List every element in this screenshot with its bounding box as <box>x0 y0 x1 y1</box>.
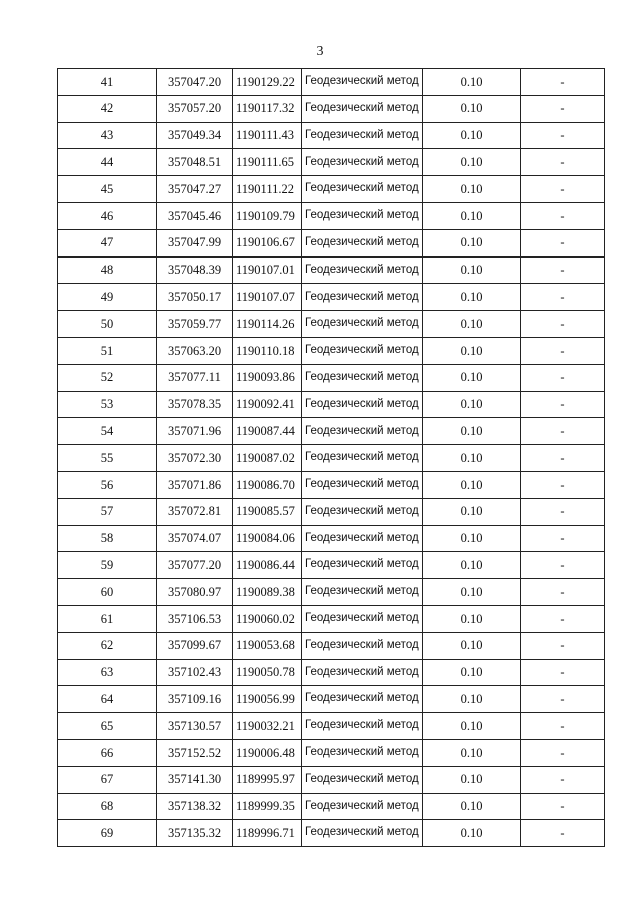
point-number-cell: 61 <box>58 605 157 632</box>
y-coordinate-cell: 1189995.97 <box>233 766 302 793</box>
x-coordinate-cell: 357130.57 <box>157 713 233 740</box>
x-coordinate-cell: 357074.07 <box>157 525 233 552</box>
description-cell: - <box>521 69 605 96</box>
description-cell: - <box>521 713 605 740</box>
description-cell: - <box>521 95 605 122</box>
description-cell: - <box>521 525 605 552</box>
point-number-cell: 42 <box>58 95 157 122</box>
point-number-cell: 51 <box>58 337 157 364</box>
accuracy-cell: 0.10 <box>423 766 521 793</box>
x-coordinate-cell: 357141.30 <box>157 766 233 793</box>
y-coordinate-cell: 1190109.79 <box>233 202 302 229</box>
table-row <box>58 579 605 606</box>
x-coordinate-cell: 357109.16 <box>157 686 233 713</box>
x-coordinate-cell: 357063.20 <box>157 337 233 364</box>
method-cell: Геодезический метод <box>302 202 423 229</box>
x-coordinate-cell: 357138.32 <box>157 793 233 820</box>
y-coordinate-cell: 1190032.21 <box>233 713 302 740</box>
accuracy-cell: 0.10 <box>423 284 521 311</box>
x-coordinate-cell: 357049.34 <box>157 122 233 149</box>
point-number-cell: 60 <box>58 579 157 606</box>
point-number-cell: 68 <box>58 793 157 820</box>
description-cell: - <box>521 659 605 686</box>
accuracy-cell: 0.10 <box>423 471 521 498</box>
method-cell: Геодезический метод <box>302 632 423 659</box>
accuracy-cell: 0.10 <box>423 686 521 713</box>
y-coordinate-cell: 1190060.02 <box>233 605 302 632</box>
accuracy-cell: 0.10 <box>423 364 521 391</box>
method-cell: Геодезический метод <box>302 337 423 364</box>
table-row <box>58 149 605 176</box>
description-cell: - <box>521 793 605 820</box>
x-coordinate-cell: 357152.52 <box>157 739 233 766</box>
method-cell: Геодезический метод <box>302 686 423 713</box>
y-coordinate-cell: 1190107.01 <box>233 257 302 284</box>
x-coordinate-cell: 357077.20 <box>157 552 233 579</box>
x-coordinate-cell: 357072.81 <box>157 498 233 525</box>
description-cell: - <box>521 686 605 713</box>
y-coordinate-cell: 1190087.44 <box>233 418 302 445</box>
point-number-cell: 65 <box>58 713 157 740</box>
description-cell: - <box>521 579 605 606</box>
point-number-cell: 43 <box>58 122 157 149</box>
table-row <box>58 364 605 391</box>
table-row <box>58 686 605 713</box>
method-cell: Геодезический метод <box>302 579 423 606</box>
description-cell: - <box>521 284 605 311</box>
x-coordinate-cell: 357047.27 <box>157 176 233 203</box>
point-number-cell: 48 <box>58 257 157 284</box>
point-number-cell: 45 <box>58 176 157 203</box>
description-cell: - <box>521 122 605 149</box>
point-number-cell: 55 <box>58 445 157 472</box>
y-coordinate-cell: 1190129.22 <box>233 69 302 96</box>
x-coordinate-cell: 357057.20 <box>157 95 233 122</box>
method-cell: Геодезический метод <box>302 471 423 498</box>
point-number-cell: 46 <box>58 202 157 229</box>
accuracy-cell: 0.10 <box>423 257 521 284</box>
description-cell: - <box>521 149 605 176</box>
table-row <box>58 498 605 525</box>
y-coordinate-cell: 1190089.38 <box>233 579 302 606</box>
method-cell: Геодезический метод <box>302 498 423 525</box>
table-row <box>58 766 605 793</box>
method-cell: Геодезический метод <box>302 95 423 122</box>
y-coordinate-cell: 1190111.43 <box>233 122 302 149</box>
method-cell: Геодезический метод <box>302 284 423 311</box>
point-number-cell: 63 <box>58 659 157 686</box>
table-row <box>58 793 605 820</box>
point-number-cell: 69 <box>58 820 157 847</box>
description-cell: - <box>521 766 605 793</box>
y-coordinate-cell: 1190110.18 <box>233 337 302 364</box>
y-coordinate-cell: 1190093.86 <box>233 364 302 391</box>
accuracy-cell: 0.10 <box>423 69 521 96</box>
table-row <box>58 525 605 552</box>
y-coordinate-cell: 1190086.70 <box>233 471 302 498</box>
table-row <box>58 445 605 472</box>
description-cell: - <box>521 632 605 659</box>
table-row <box>58 229 605 256</box>
point-number-cell: 41 <box>58 69 157 96</box>
method-cell: Геодезический метод <box>302 525 423 552</box>
y-coordinate-cell: 1190092.41 <box>233 391 302 418</box>
point-number-cell: 54 <box>58 418 157 445</box>
method-cell: Геодезический метод <box>302 793 423 820</box>
x-coordinate-cell: 357102.43 <box>157 659 233 686</box>
description-cell: - <box>521 418 605 445</box>
y-coordinate-cell: 1190084.06 <box>233 525 302 552</box>
y-coordinate-cell: 1190106.67 <box>233 229 302 256</box>
method-cell: Геодезический метод <box>302 445 423 472</box>
accuracy-cell: 0.10 <box>423 793 521 820</box>
y-coordinate-cell: 1190053.68 <box>233 632 302 659</box>
method-cell: Геодезический метод <box>302 820 423 847</box>
description-cell: - <box>521 552 605 579</box>
description-cell: - <box>521 820 605 847</box>
y-coordinate-cell: 1190111.65 <box>233 149 302 176</box>
table-row <box>58 820 605 847</box>
method-cell: Геодезический метод <box>302 311 423 338</box>
point-number-cell: 67 <box>58 766 157 793</box>
x-coordinate-cell: 357048.39 <box>157 257 233 284</box>
x-coordinate-cell: 357080.97 <box>157 579 233 606</box>
y-coordinate-cell: 1190085.57 <box>233 498 302 525</box>
x-coordinate-cell: 357045.46 <box>157 202 233 229</box>
accuracy-cell: 0.10 <box>423 149 521 176</box>
accuracy-cell: 0.10 <box>423 229 521 256</box>
method-cell: Геодезический метод <box>302 364 423 391</box>
table-row <box>58 552 605 579</box>
y-coordinate-cell: 1189996.71 <box>233 820 302 847</box>
method-cell: Геодезический метод <box>302 257 423 284</box>
accuracy-cell: 0.10 <box>423 445 521 472</box>
x-coordinate-cell: 357050.17 <box>157 284 233 311</box>
accuracy-cell: 0.10 <box>423 498 521 525</box>
method-cell: Геодезический метод <box>302 659 423 686</box>
x-coordinate-cell: 357071.96 <box>157 418 233 445</box>
point-number-cell: 62 <box>58 632 157 659</box>
point-number-cell: 58 <box>58 525 157 552</box>
method-cell: Геодезический метод <box>302 552 423 579</box>
method-cell: Геодезический метод <box>302 605 423 632</box>
table-row <box>58 337 605 364</box>
method-cell: Геодезический метод <box>302 739 423 766</box>
x-coordinate-cell: 357077.11 <box>157 364 233 391</box>
x-coordinate-cell: 357135.32 <box>157 820 233 847</box>
point-number-cell: 44 <box>58 149 157 176</box>
point-number-cell: 57 <box>58 498 157 525</box>
y-coordinate-cell: 1190050.78 <box>233 659 302 686</box>
accuracy-cell: 0.10 <box>423 95 521 122</box>
point-number-cell: 49 <box>58 284 157 311</box>
method-cell: Геодезический метод <box>302 766 423 793</box>
point-number-cell: 64 <box>58 686 157 713</box>
description-cell: - <box>521 739 605 766</box>
x-coordinate-cell: 357106.53 <box>157 605 233 632</box>
table-row <box>58 122 605 149</box>
table-row <box>58 739 605 766</box>
y-coordinate-cell: 1190006.48 <box>233 739 302 766</box>
table-row <box>58 659 605 686</box>
description-cell: - <box>521 257 605 284</box>
point-number-cell: 59 <box>58 552 157 579</box>
method-cell: Геодезический метод <box>302 391 423 418</box>
table-row <box>58 632 605 659</box>
description-cell: - <box>521 605 605 632</box>
accuracy-cell: 0.10 <box>423 579 521 606</box>
method-cell: Геодезический метод <box>302 149 423 176</box>
method-cell: Геодезический метод <box>302 122 423 149</box>
method-cell: Геодезический метод <box>302 418 423 445</box>
page-number: 3 <box>316 44 324 59</box>
x-coordinate-cell: 357099.67 <box>157 632 233 659</box>
coordinates-table-container <box>57 68 604 847</box>
table-row <box>58 713 605 740</box>
accuracy-cell: 0.10 <box>423 122 521 149</box>
table-row <box>58 202 605 229</box>
description-cell: - <box>521 337 605 364</box>
y-coordinate-cell: 1190111.22 <box>233 176 302 203</box>
accuracy-cell: 0.10 <box>423 311 521 338</box>
accuracy-cell: 0.10 <box>423 632 521 659</box>
method-cell: Геодезический метод <box>302 69 423 96</box>
accuracy-cell: 0.10 <box>423 176 521 203</box>
accuracy-cell: 0.10 <box>423 713 521 740</box>
accuracy-cell: 0.10 <box>423 525 521 552</box>
table-row <box>58 605 605 632</box>
y-coordinate-cell: 1190114.26 <box>233 311 302 338</box>
x-coordinate-cell: 357047.99 <box>157 229 233 256</box>
accuracy-cell: 0.10 <box>423 418 521 445</box>
table-row <box>58 418 605 445</box>
description-cell: - <box>521 176 605 203</box>
point-number-cell: 56 <box>58 471 157 498</box>
accuracy-cell: 0.10 <box>423 202 521 229</box>
method-cell: Геодезический метод <box>302 713 423 740</box>
method-cell: Геодезический метод <box>302 176 423 203</box>
accuracy-cell: 0.10 <box>423 659 521 686</box>
coordinates-table <box>57 68 605 847</box>
point-number-cell: 66 <box>58 739 157 766</box>
x-coordinate-cell: 357048.51 <box>157 149 233 176</box>
y-coordinate-cell: 1189999.35 <box>233 793 302 820</box>
y-coordinate-cell: 1190107.07 <box>233 284 302 311</box>
coordinates-table-body <box>58 69 605 847</box>
description-cell: - <box>521 391 605 418</box>
description-cell: - <box>521 364 605 391</box>
point-number-cell: 53 <box>58 391 157 418</box>
description-cell: - <box>521 471 605 498</box>
x-coordinate-cell: 357078.35 <box>157 391 233 418</box>
x-coordinate-cell: 357071.86 <box>157 471 233 498</box>
table-row <box>58 311 605 338</box>
y-coordinate-cell: 1190056.99 <box>233 686 302 713</box>
accuracy-cell: 0.10 <box>423 820 521 847</box>
description-cell: - <box>521 498 605 525</box>
description-cell: - <box>521 202 605 229</box>
method-cell: Геодезический метод <box>302 229 423 256</box>
x-coordinate-cell: 357059.77 <box>157 311 233 338</box>
description-cell: - <box>521 311 605 338</box>
y-coordinate-cell: 1190117.32 <box>233 95 302 122</box>
accuracy-cell: 0.10 <box>423 739 521 766</box>
table-row <box>58 95 605 122</box>
table-row <box>58 69 605 96</box>
y-coordinate-cell: 1190086.44 <box>233 552 302 579</box>
table-row <box>58 391 605 418</box>
table-row <box>58 257 605 284</box>
point-number-cell: 52 <box>58 364 157 391</box>
x-coordinate-cell: 357047.20 <box>157 69 233 96</box>
table-row <box>58 176 605 203</box>
accuracy-cell: 0.10 <box>423 391 521 418</box>
table-row <box>58 471 605 498</box>
accuracy-cell: 0.10 <box>423 605 521 632</box>
y-coordinate-cell: 1190087.02 <box>233 445 302 472</box>
accuracy-cell: 0.10 <box>423 552 521 579</box>
description-cell: - <box>521 229 605 256</box>
x-coordinate-cell: 357072.30 <box>157 445 233 472</box>
description-cell: - <box>521 445 605 472</box>
table-row <box>58 284 605 311</box>
accuracy-cell: 0.10 <box>423 337 521 364</box>
point-number-cell: 50 <box>58 311 157 338</box>
point-number-cell: 47 <box>58 229 157 256</box>
